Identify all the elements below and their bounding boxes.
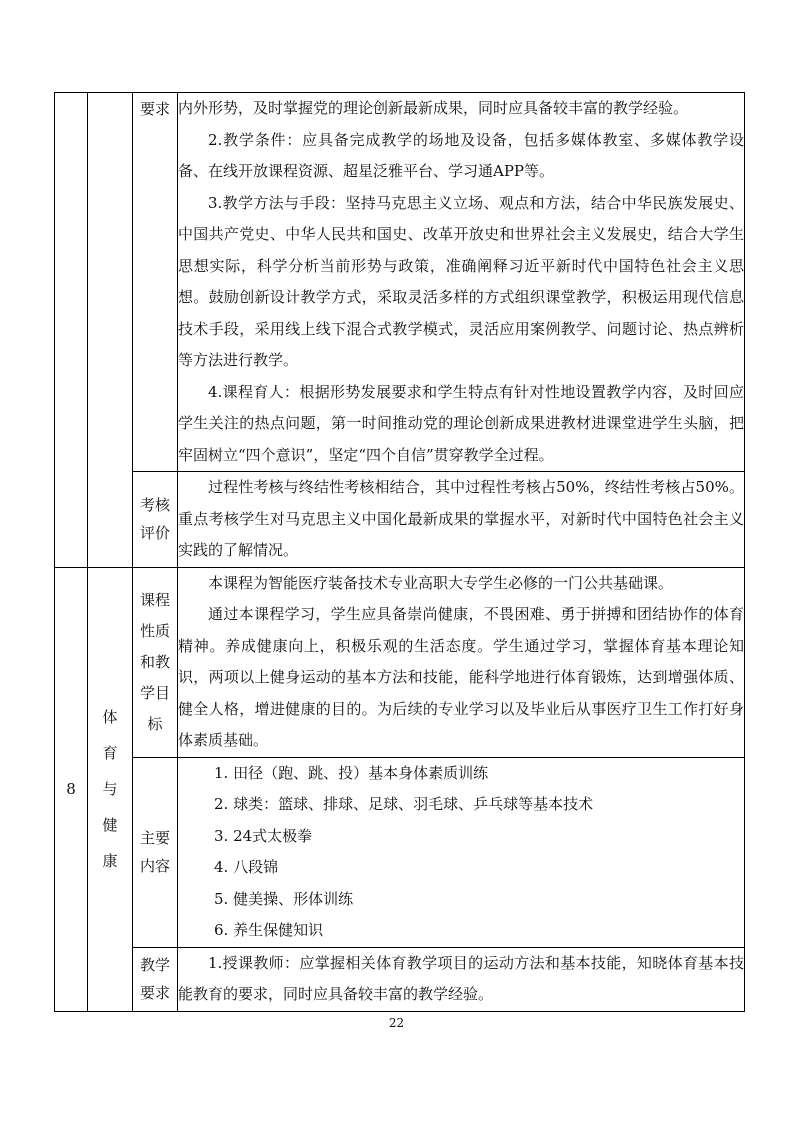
course8-nature-para-1: 本课程为智能医疗装备技术专业高职大专学生必修的一门公共基础课。 xyxy=(208,573,674,592)
course7-assessment-row xyxy=(55,472,745,568)
course8-content-row xyxy=(55,757,745,947)
course7-assessment-label-cell xyxy=(133,472,178,568)
course8-content-item-1: 1. 田径（跑、跳、投）基本身体素质训练 xyxy=(214,763,489,782)
course8-content-item-2: 2. 球类：篮球、排球、足球、羽毛球、乒乓球等基本技术 xyxy=(214,795,594,813)
course8-content-item-4: 4. 八段锦 xyxy=(214,858,279,876)
course7-teaching-req-label: 要求 xyxy=(133,93,178,472)
course7-number-cell xyxy=(55,93,88,568)
course8-teaching-req-text: 1.授课教师：应掌握相关体育教学项目的运动方法和基本技能，知晓体育基本技能教育的要求，同时应具备较丰富的教学经验。 xyxy=(178,953,744,1003)
course7-teaching-req-para-4: 4.课程育人：根据形势发展要求和学生特点有针对性地设置教学内容，及时回应学生关注的热点问题，第一时间推动党的理论创新成果进教材进课堂进学生头脑，把牢固树立“四个意识”，坚定“四个自信”贯穿教学全过程。 xyxy=(178,382,744,464)
course7-name-cell xyxy=(88,93,133,568)
course8-content-label-cell xyxy=(133,757,178,947)
course8-content-item-6: 6. 养生保健知识 xyxy=(214,921,324,939)
course7-assessment-label: 考核评价 xyxy=(139,496,170,543)
course7-teaching-req-row xyxy=(55,93,745,472)
course8-content-item-5: 5. 健美操、形体训练 xyxy=(214,889,354,908)
course8-nature-content xyxy=(178,567,745,757)
course-table xyxy=(54,92,745,1012)
course8-teaching-req-content xyxy=(178,947,745,1011)
course8-content-list xyxy=(178,757,745,947)
course7-assessment-content xyxy=(178,472,745,568)
course8-teaching-req-label-cell xyxy=(133,947,178,1011)
course8-name: 体育与健康 xyxy=(102,708,118,870)
page-number: 22 xyxy=(388,1016,405,1030)
course8-teaching-req-row xyxy=(55,947,745,1011)
course8-nature-label: 课程性质和教学目标 xyxy=(139,590,170,733)
course8-teaching-req-label: 教学要求 xyxy=(139,956,170,1002)
course7-teaching-req-content xyxy=(178,93,745,472)
course8-nature-label-cell xyxy=(133,567,178,757)
course8-content-item-3: 3. 24式太极拳 xyxy=(214,826,313,845)
course8-nature-para-2: 通过本课程学习，学生应具备崇尚健康，不畏困难、勇于拼搏和团结协作的体育精神。养成健康向上，积极乐观的生活态度。学生通过学习，掌握体育基本理论知识，两项以上健身运动的基本方法和技能，能科学地进行体育锻炼，达到增强体质、健全人格，增进健康的目的。为后续的专业学习以及毕业后从事医疗卫生工作打好身体素质基础。 xyxy=(178,605,744,749)
course7-teaching-req-para-3: 3.教学方法与手段：坚持马克思主义立场、观点和方法，结合中华民族发展史、中国共产党史、中华人民共和国史、改革开放史和世界社会主义发展史，结合大学生思想实际，科学分析当前形势与政策，准确阐释习近平新时代中国特色社会主义思想。鼓励创新设计教学方式，采取灵活多样的方式组织课堂教学，积极运用现代信息技术手段，采用线上线下混合式教学模式，灵活应用案例教学、问题讨论、热点辨析等方法进行教学。 xyxy=(178,193,744,369)
course8-content-label: 主要内容 xyxy=(139,829,170,875)
course7-teaching-req-para-1: 内外形势，及时掌握党的理论创新最新成果，同时应具备较丰富的教学经验。 xyxy=(178,99,689,117)
course8-nature-row xyxy=(55,567,745,757)
course8-name-cell xyxy=(88,567,133,1011)
course8-number: 8 xyxy=(55,567,88,1011)
course7-teaching-req-para-2: 2.教学条件：应具备完成教学的场地及设备，包括多媒体教室、多媒体教学设备、在线开放课程资源、超星泛雅平台、学习通APP等。 xyxy=(178,130,744,180)
course7-assessment-text: 过程性考核与终结性考核相结合，其中过程性考核占50%，终结性考核占50%。重点考核学生对马克思主义中国化最新成果的掌握水平，对新时代中国特色社会主义实践的了解情况。 xyxy=(178,478,744,559)
